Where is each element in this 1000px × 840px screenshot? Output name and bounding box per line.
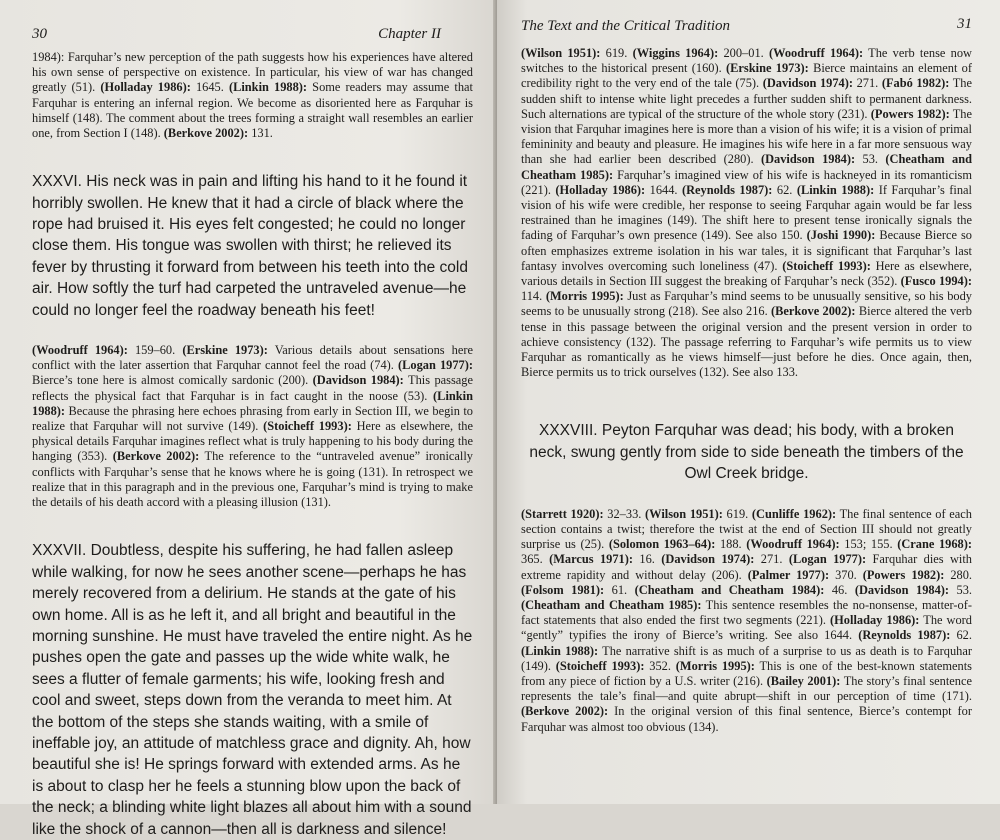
commentary-paragraph: 1984): Farquhar’s new perception of the path suggests how his experiences have altered his own sense of perspective on existence. In particular, his view of war has changed greatly (51). (Holladay 1986): 1645. (Linkin 1988): Some readers may assume that Farquhar is entering an infernal region. We become as disoriented here as Farquhar is himself (148). The comment about the trees forming a straight wall resembles an earlier one, from Section I (148). (Berkove 2002): 131.	[32, 50, 474, 141]
right-page	[497, 0, 1000, 804]
running-head: Chapter II	[378, 26, 441, 42]
commentary-paragraph: (Wilson 1951): 619. (Wiggins 1964): 200–01. (Woodruff 1964): The verb tense now switches to the historical present (160). (Erskine 1973): Bierce maintains an element of credibility right to the very end of the tale (75). (Davidson 1974): 271. (Fabó 1982): The sudden shift to intense white light precedes a further sudden shift to permanent darkness. Such alternations are typical of the structure of the whole story (231). (Powers 1982): The vision that Farquhar imagines here is more than a vision of his wife; it is a vision of primal femininity and beauty and pleasure. He imagines his wife here in a far more sensuous way than she had earlier been described (280). (Davidson 1984): 53. (Cheatham and Cheatham 1985): Farquhar’s imagined view of his wife is hackneyed in its romanticism (221). (Holladay 1986): 1644. (Reynolds 1987): 62. (Linkin 1988): If Farquhar’s final vision of his wife were credible, her response to seeing Farquhar again would be far less restrained than he imagines (149). The shift here to present tense ironically signals the fading of Farquhar’s own presence (149). See also 150. (Joshi 1990): Because Bierce so often emphasizes extreme isolation in his war tales, it is significant that Farquhar’s last fantasy involves overcoming such loneliness (47). (Stoicheff 1993): Here as elsewhere, various details in Section III suggest the breaking of Farquhar’s neck (352). (Fusco 1994): 114. (Morris 1995): Just as Farquhar’s mind seems to be unusually sensitive, so his body seems to be unusually strong (218). See also 216. (Berkove 2002): Bierce altered the verb tense in this passage between the original version and the present version in order to achieve consistency (132). The passage referring to Farquhar’s wife permits us to view Farquhar as romantically as he views himself—just before he dies. Once again, then, Bierce permits us to trick ourselves (132). See also 133.	[521, 46, 973, 380]
page-number: 31	[957, 16, 972, 32]
commentary-paragraph: (Starrett 1920): 32–33. (Wilson 1951): 619. (Cunliffe 1962): The final sentence of each section contains a twist; therefore the twist at the end of Section III should not greatly surprise us (25). (Solomon 1963–64): 188. (Woodruff 1964): 153; 155. (Crane 1968): 365. (Marcus 1971): 16. (Davidson 1974): 271. (Logan 1977): Farquhar dies with extreme rapidity and without delay (206). (Palmer 1977): 370. (Powers 1982): 280. (Folsom 1981): 61. (Cheatham and Cheatham 1984): 46. (Davidson 1984): 53. (Cheatham and Cheatham 1985): This sentence resembles the no-nonsense, matter-of-fact statements that also ended the first two segments (221). (Holladay 1986): The word “gently” typifies the irony of Bierce’s writing. See also 1644. (Reynolds 1987): 62. (Linkin 1988): The narrative shift is as much of a surprise to us as death is to Farquhar (149). (Stoicheff 1993): 352. (Morris 1995): This is one of the best-known statements from any piece of fiction by a U.S. writer (216). (Bailey 2001): The story’s final sentence represents the tale’s final—and quite abrupt—shift in our perception of time (171). (Berkove 2002): In the original version of this final sentence, Bierce’s contempt for Farquhar was almost too obvious (134).	[521, 506, 973, 734]
left-page-header	[32, 26, 473, 48]
right-page-header	[521, 18, 972, 40]
left-page	[0, 0, 497, 838]
running-head: The Text and the Critical Tradition	[521, 18, 731, 34]
commentary-paragraph: (Woodruff 1964): 159–60. (Erskine 1973): Various details about sensations here conflict with the later assertion that Farquhar cannot feel the road (74). (Logan 1977): Bierce’s tone here is almost comically sardonic (200). (Davidson 1984): This passage reflects the physical fact that Farquhar is in fact caught in the noose (53). (Linkin 1988): Because the phrasing here echoes phrasing from early in Section III, we begin to realize that Farquhar will not survive (149). (Stoicheff 1993): Here as elsewhere, the physical details Farquhar imagines reflect what is truly happening to his body during the hanging (353). (Berkove 2002): The reference to the “untraveled avenue” ironically conflicts with Farquhar’s sense that he knows where he is going (131). In retrospect we realize that in this paragraph and in the previous one, Farquhar’s mind is trying to make the details of his death accord with a pleasing illusion (131).	[32, 343, 474, 510]
page-number: 30	[32, 26, 47, 42]
story-passage: XXXVIII. Peyton Farquhar was dead; his body, with a broken neck, swung gently from side to side beneath the timbers of the Owl Creek bridge.	[529, 422, 964, 483]
story-passage: XXXVI. His neck was in pain and lifting his hand to it he found it horribly swollen. He knew that it had a circle of black where the rope had bruised it. His eyes felt congested; he could no longer close them. His tongue was swollen with thirst; he relieved its fever by thrusting it forward from between his teeth into the cold air. How softly the turf had carpeted the untraveled avenue—he could no longer feel the roadway beneath his feet!	[32, 173, 468, 319]
story-passage: XXXVII. Doubtless, despite his suffering, he had fallen asleep while walking, for now he sees another scene—perhaps he has merely recovered from a delirium. He stands at the gate of his own home. All is as he left it, and all bright and beautiful in the morning sunshine. He must have traveled the entire night. As he pushes open the gate and passes up the wide white walk, he sees a flutter of female garments; his wife, looking fresh and cool and sweet, steps down from the veranda to meet him. At the bottom of the steps she stands waiting, with a smile of ineffable joy, an attitude of matchless grace and dignity. Ah, how beautiful she is! He springs forward with extended arms. As he is about to clasp her he feels a stunning blow upon the back of the neck; a blinding white light blazes all about him with a sound like the shock of a cannon—then all is darkness and silence!	[32, 542, 473, 838]
